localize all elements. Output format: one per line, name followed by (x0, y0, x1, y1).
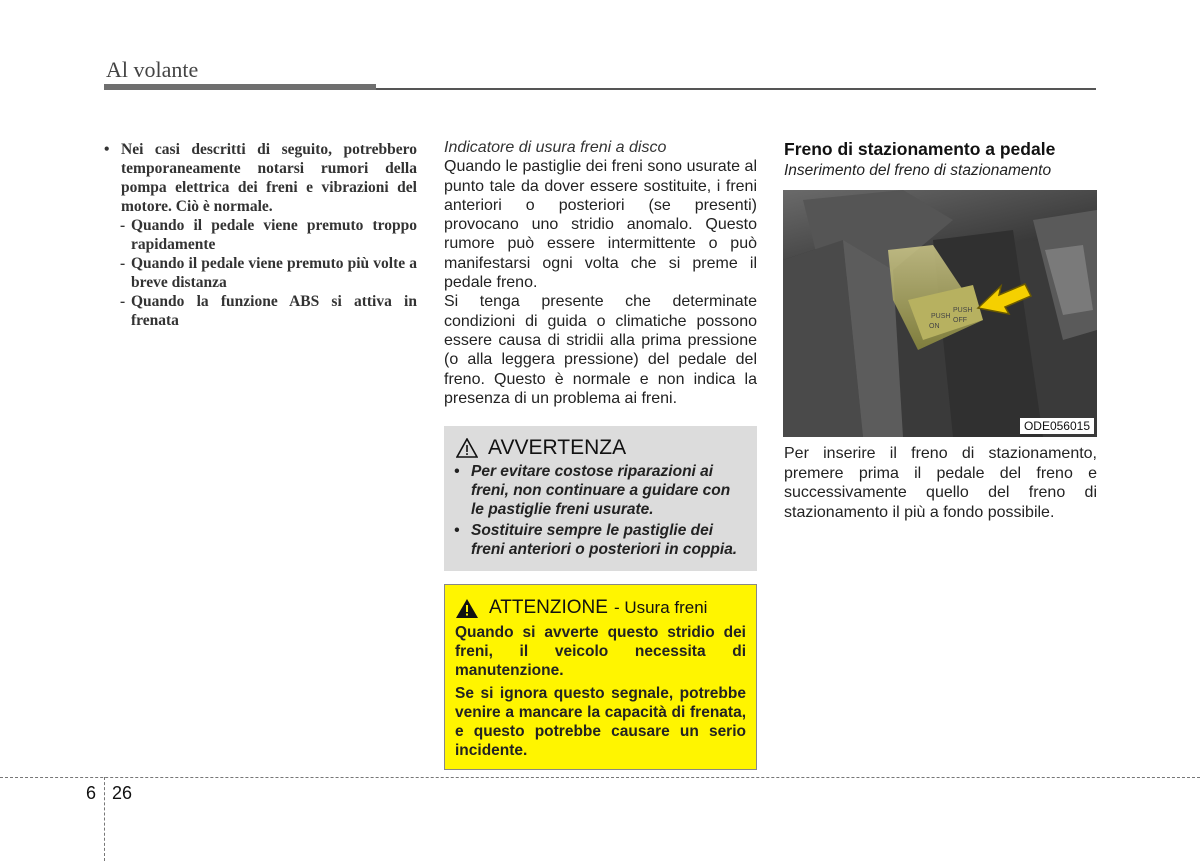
parking-brake-photo (783, 190, 1097, 437)
photo-label: OFF (953, 317, 967, 324)
photo-label: PUSH (931, 313, 951, 320)
warning-box (444, 426, 757, 571)
column-1 (104, 140, 417, 330)
caution-subtitle: - Usura freni (613, 598, 708, 617)
footer-dashed-line (0, 777, 1200, 778)
paragraph: Per inserire il freno di stazionamento, premere prima il pedale del freno e successivamente quello del freno di stazionamento il più a fondo possibile. (784, 445, 1097, 521)
warning-item: • Per evitare costose riparazioni ai freni, non continuare a guidare con le pastiglie freni usurate. (454, 462, 747, 519)
dash-item: - Quando il pedale viene premuto troppo rapidamente (104, 216, 417, 254)
warning-triangle-icon (456, 438, 478, 458)
photo-label: PUSH (953, 307, 973, 314)
column-2 (444, 138, 757, 408)
photo-label: ON (929, 323, 940, 330)
dash-item: - Quando il pedale viene premuto più volte a breve distanza (104, 254, 417, 292)
caution-paragraph: Se si ignora questo segnale, potrebbe venire a mancare la capacità di frenata, e questo potrebbe causare un serio incidente. (455, 685, 746, 759)
warning-title (456, 436, 747, 460)
paragraph: Si tenga presente che determinate condizioni di guida o climatiche possono essere causa di stridii alla prima pressione (o alla leggera pressione) del pedale del freno. Questo è normale e non indica la presenza di un problema ai freni. (444, 293, 757, 407)
caution-paragraph: Quando si avverte questo stridio dei freni, il veicolo necessita di manutenzione. (455, 624, 746, 679)
photo-code: ODE056015 (1020, 418, 1094, 434)
warning-title-text: AVVERTENZA (488, 436, 627, 459)
caution-triangle-icon (455, 598, 479, 619)
section-heading: Freno di stazionamento a pedale (784, 139, 1056, 159)
page-header-title: Al volante (106, 57, 199, 82)
dash-item: - Quando la funzione ABS si attiva in frenata (104, 292, 417, 330)
bullet-item: • Nei casi descritti di seguito, potrebbero temporaneamente notarsi rumori della pompa elettrica dei freni e vibrazioni del motore. Ciò è normale. (104, 140, 417, 216)
chapter-number: 6 (86, 783, 97, 803)
parking-brake-illustration (783, 190, 1097, 437)
paragraph: Quando le pastiglie dei freni sono usurate al punto tale da dover essere sostituite, i freni anteriori o posteriori (se presenti) provocano uno stridio anomalo. Questo rumore può essere intermittente o può manifestarsi ogni volta che si preme il pedale freno. (444, 158, 757, 292)
footer-dashed-divider (104, 777, 105, 861)
header-rule-thin (376, 88, 1096, 90)
caution-title (455, 597, 746, 619)
header-rule-thick (104, 84, 376, 90)
page-number: 26 (112, 783, 133, 803)
caution-box (444, 584, 757, 770)
section-subheading: Inserimento del freno di stazionamento (784, 162, 1052, 179)
caution-title-text: ATTENZIONE (489, 597, 608, 618)
warning-item: • Sostituire sempre le pastiglie dei freni anteriori o posteriori in coppia. (454, 521, 747, 559)
section-heading: Indicatore di usura freni a disco (444, 139, 667, 156)
